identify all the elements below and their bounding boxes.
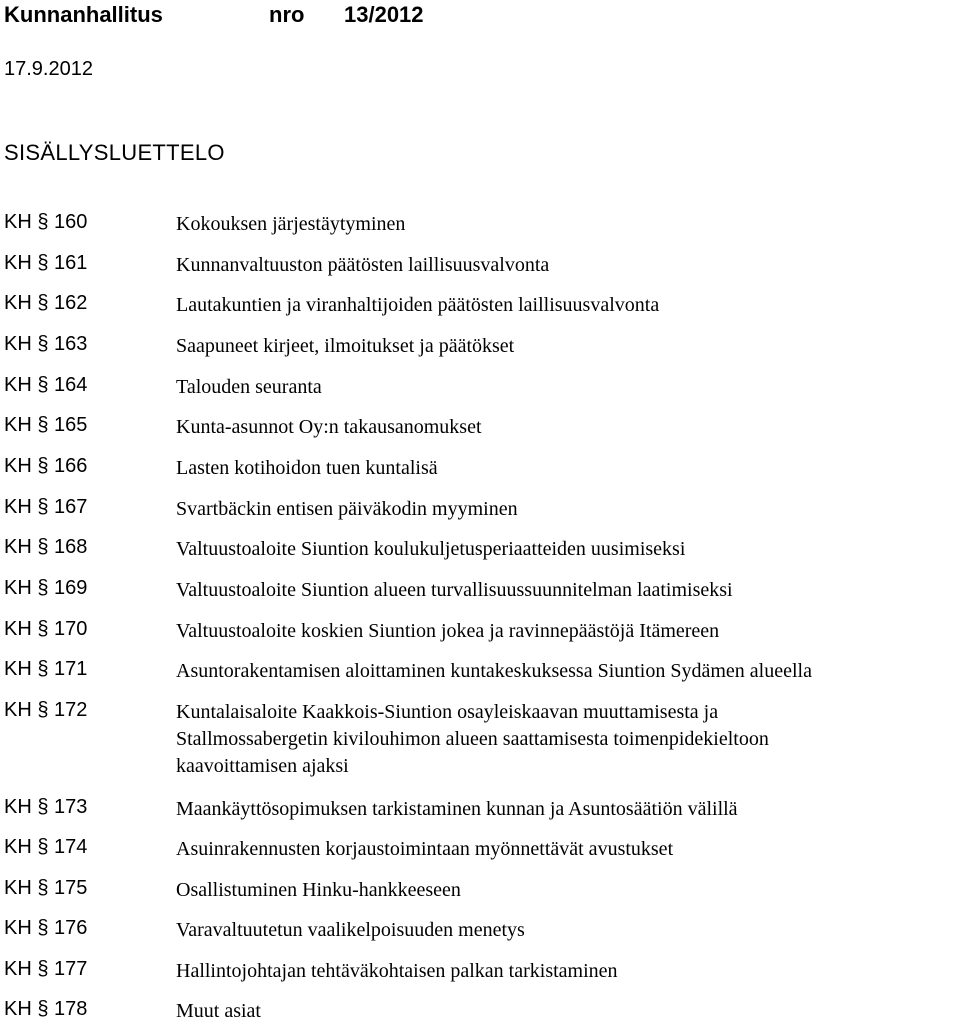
- section-title: Asuntorakentamisen aloittaminen kuntakeskuksessa Siuntion Sydämen alueella: [176, 660, 812, 682]
- section-code: KH § 164: [4, 374, 88, 396]
- body-name: Kunnanhallitus: [4, 2, 163, 27]
- section-code: KH § 172: [4, 699, 88, 721]
- section-code: KH § 170: [4, 618, 88, 640]
- section-title: Muut asiat: [176, 1000, 261, 1022]
- section-title: Hallintojohtajan tehtäväkohtaisen palkan tarkistaminen: [176, 960, 618, 982]
- section-code: KH § 177: [4, 958, 88, 980]
- section-title: Talouden seuranta: [176, 376, 322, 398]
- section-code: KH § 175: [4, 877, 88, 899]
- section-title: Lautakuntien ja viranhaltijoiden päätösten laillisuusvalvonta: [176, 294, 660, 316]
- section-title: Kokouksen järjestäytyminen: [176, 213, 406, 235]
- section-code: KH § 169: [4, 577, 88, 599]
- section-title: Asuinrakennusten korjaustoimintaan myönnettävät avustukset: [176, 838, 674, 860]
- section-title: Valtuustoaloite Siuntion koulukuljetusperiaatteiden uusimiseksi: [176, 538, 686, 560]
- section-title: Kuntalaisaloite Kaakkois-Siuntion osayleiskaavan muuttamisesta ja Stallmossabergetin kivilouhimon alueen saattamisesta toimenpidekieltoon kaavoittamisen ajaksi: [176, 701, 769, 777]
- section-code: KH § 165: [4, 414, 88, 436]
- section-code: KH § 173: [4, 796, 88, 818]
- section-title: Valtuustoaloite koskien Siuntion jokea ja ravinnepäästöjä Itämereen: [176, 620, 720, 642]
- section-title: Kunnanvaltuuston päätösten laillisuusvalvonta: [176, 254, 550, 276]
- section-title: Valtuustoaloite Siuntion alueen turvallisuussuunnitelman laatimiseksi: [176, 579, 733, 601]
- section-code: KH § 178: [4, 998, 88, 1020]
- section-title: Kunta-asunnot Oy:n takausanomukset: [176, 416, 482, 438]
- meeting-number: 13/2012: [344, 2, 424, 27]
- section-code: KH § 176: [4, 917, 88, 939]
- section-title: Lasten kotihoidon tuen kuntalisä: [176, 457, 438, 479]
- toc-title: SISÄLLYSLUETTELO: [4, 140, 225, 165]
- section-code: KH § 171: [4, 658, 88, 680]
- section-title: Osallistuminen Hinku-hankkeeseen: [176, 879, 461, 901]
- section-title: Svartbäckin entisen päiväkodin myyminen: [176, 498, 518, 520]
- section-title: Maankäyttösopimuksen tarkistaminen kunnan ja Asuntosäätiön välillä: [176, 798, 738, 820]
- section-code: KH § 163: [4, 333, 88, 355]
- section-code: KH § 161: [4, 252, 88, 274]
- section-title: Saapuneet kirjeet, ilmoitukset ja päätökset: [176, 335, 515, 357]
- section-code: KH § 162: [4, 292, 88, 314]
- section-code: KH § 160: [4, 211, 88, 233]
- number-label: nro: [269, 2, 305, 27]
- section-title: Varavaltuutetun vaalikelpoisuuden menetys: [176, 919, 525, 941]
- section-code: KH § 168: [4, 536, 88, 558]
- section-code: KH § 167: [4, 496, 88, 518]
- section-code: KH § 174: [4, 836, 88, 858]
- meeting-date: 17.9.2012: [4, 58, 93, 80]
- document-header: [4, 2, 424, 28]
- section-code: KH § 166: [4, 455, 88, 477]
